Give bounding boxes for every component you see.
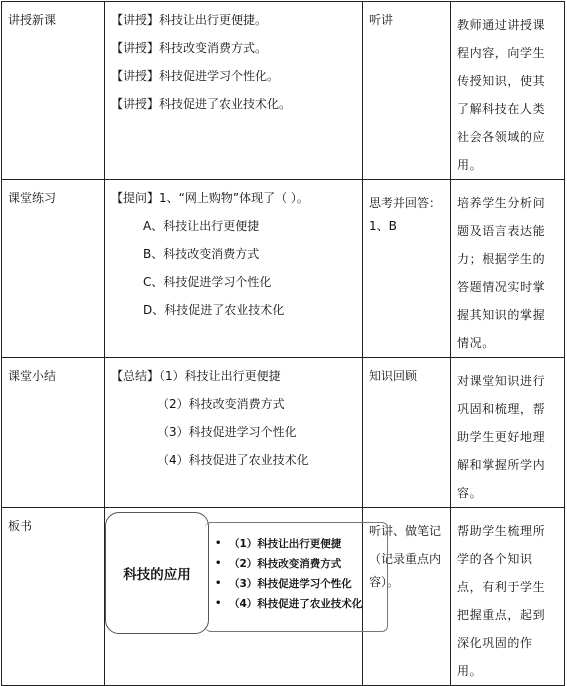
- content-line: 【讲授】科技改变消费方式。: [111, 41, 268, 55]
- aim-cell: 对课堂知识进行 巩固和梳理，帮 助学生更好地理 解和掌握所学内 容。: [451, 358, 565, 508]
- aim-cell: 帮助学生梳理所 学的各个知识 点，有利于学生 把握重点，起到 深化巩固的作 用。: [451, 508, 565, 686]
- stage-cell: 课堂小结: [2, 358, 105, 508]
- content-line: 【讲授】科技促进了农业技术化。: [111, 97, 292, 111]
- table-row: [2, 180, 565, 358]
- question-line: 【提问】1、“网上购物”体现了（ ）。: [111, 191, 309, 205]
- summary-line: （3）科技促进学习个性化: [157, 425, 297, 439]
- summary-line: 【总结】（1）科技让出行更便捷: [111, 369, 281, 383]
- content-cell: [105, 358, 363, 508]
- table-row: [2, 358, 565, 508]
- board-list: [213, 534, 362, 614]
- lesson-plan-table: [1, 1, 565, 686]
- board-title-box: [105, 512, 209, 634]
- method-cell: 知识回顾: [363, 358, 451, 508]
- board-cell: [105, 508, 363, 686]
- method-cell: 思考并回答： 1、B: [363, 180, 451, 358]
- bullet-icon: •: [215, 558, 222, 569]
- method-cell: 听讲、做笔记 （记录重点内 容）。: [363, 508, 451, 686]
- bullet-icon: •: [215, 578, 222, 589]
- option-line: B、科技改变消费方式: [143, 247, 260, 261]
- bullet-icon: •: [215, 598, 222, 609]
- stage-cell: 课堂练习: [2, 180, 105, 358]
- stage-cell: 板书: [2, 508, 105, 686]
- blackboard-diagram: [105, 508, 362, 678]
- content-cell: [105, 2, 363, 180]
- content-cell: [105, 180, 363, 358]
- method-cell: 听讲: [363, 2, 451, 180]
- option-line: A、科技让出行更便捷: [143, 219, 260, 233]
- content-line: 【讲授】科技促进学习个性化。: [111, 69, 280, 83]
- option-line: C、科技促进学习个性化: [143, 275, 272, 289]
- summary-line: （2）科技改变消费方式: [157, 397, 285, 411]
- content-line: 【讲授】科技让出行更便捷。: [111, 13, 268, 27]
- list-item: • （4）科技促进了农业技术化: [213, 594, 362, 614]
- board-title: 科技的应用: [123, 567, 191, 583]
- table-row: [2, 508, 565, 686]
- list-item: • （1）科技让出行更便捷: [213, 534, 362, 554]
- aim-cell: 培养学生分析问 题及语言表达能 力；根据学生的 答题情况实时掌 握其知识的掌握 情况。: [451, 180, 565, 358]
- option-line: D、科技促进了农业技术化: [143, 303, 285, 317]
- stage-cell: 讲授新课: [2, 2, 105, 180]
- aim-cell: 教师通过讲授课 程内容，向学生 传授知识，使其 了解科技在人类 社会各领域的应 用。: [451, 2, 565, 180]
- table-row: [2, 2, 565, 180]
- list-item: • （2）科技改变消费方式: [213, 554, 362, 574]
- summary-line: （4）科技促进了农业技术化: [157, 453, 309, 467]
- bullet-icon: •: [215, 538, 222, 549]
- list-item: • （3）科技促进学习个性化: [213, 574, 362, 594]
